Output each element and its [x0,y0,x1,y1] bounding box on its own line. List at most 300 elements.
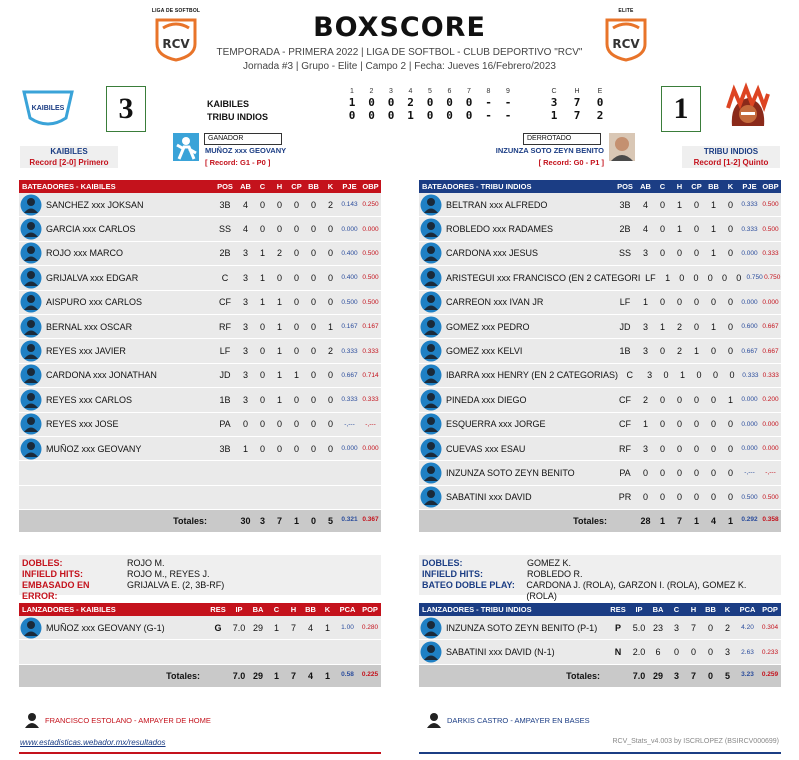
home-team-record: Record [1-2] Quinto [693,158,769,167]
home-notes [419,555,781,601]
stat-cell: 1 [710,224,716,235]
stat-cell: 1 [659,321,665,332]
inning-runs: 0 [446,109,453,122]
stat-cell: 0.000 [341,445,358,453]
stat-cell: 0.000 [741,298,758,306]
stat-cell: 0.000 [741,420,758,428]
stat-cell: 7 [690,622,696,633]
stat-cell: 0 [327,224,333,235]
stat-cell: 0 [659,467,665,478]
stat-cell: LF [219,346,231,357]
stat-cell: 0 [727,199,733,210]
stat-cell: 0 [293,297,299,308]
stat-cell: 0 [727,248,733,259]
stat-cell: 1 [693,346,699,357]
stat-cell: 0 [693,467,699,478]
stat-cell: 0 [659,199,665,210]
stat-cell: 0 [693,492,699,503]
stat-cell: 3 [647,370,653,381]
stat-cell: 1 [327,321,333,332]
column-header: IP [635,605,643,614]
stat-cell: 0 [693,224,699,235]
inning-runs: 0 [348,109,356,122]
stat-cell: 0.667 [762,347,779,355]
home-pitching-title: LANZADORES - TRIBU INDIOS [422,605,532,614]
stat-cell: 1 [276,370,282,381]
stat-cell: 0 [327,443,333,454]
batter-row [419,413,781,437]
stat-cell: 0 [259,443,265,454]
stat-cell: 0 [710,297,716,308]
batter-row [419,266,781,290]
stat-cell: 4.20 [741,624,754,632]
stat-cell: 0 [327,394,333,405]
note-row [22,580,378,602]
player-avatar-icon [420,316,442,338]
total-cell: 1 [727,516,733,527]
home-umpire [25,712,211,728]
total-cell: 7.0 [632,670,646,681]
column-header: H [690,605,697,614]
stat-cell: 0 [259,224,265,235]
stat-cell: LF [619,297,631,308]
player-avatar-icon [420,364,442,386]
stat-cell: 3 [642,443,648,454]
home-team-name: TRIBU INDIOS [703,147,759,156]
stat-cell: 0.000 [362,225,379,233]
stat-cell: 0 [710,467,716,478]
stat-cell: 0 [693,272,699,283]
stat-cell: 0.000 [762,420,779,428]
stat-cell: 0 [693,394,699,405]
total-cell: 1 [324,670,330,681]
player-name: REYES xxx CARLOS [46,394,133,405]
total-cell: 7 [676,516,682,527]
inning-header: 8 [486,88,491,95]
player-avatar-icon [420,413,442,435]
batter-row [19,217,381,241]
stat-cell: 2 [642,394,648,405]
player-name: INZUNZA SOTO ZEYN BENITO [446,467,575,478]
column-header: PJE [342,182,357,191]
pitcher-photo-icon [609,133,635,161]
stat-cell: 1 [293,370,299,381]
stat-cell: JD [219,370,231,381]
stat-cell: 1 [642,297,648,308]
stat-cell: 1 [259,248,265,259]
stat-cell: 0.000 [762,445,779,453]
stat-cell: 1 [710,248,716,259]
stat-cell: 3 [673,622,679,633]
linescore-home-name: TRIBU INDIOS [207,112,269,122]
stat-cell: 0.600 [741,323,758,331]
stat-cell: 0.280 [361,624,379,632]
stat-cell: 0 [676,248,682,259]
player-avatar-icon [420,438,442,460]
stat-cell: 0 [707,647,713,658]
page-title: BOXSCORE [313,12,486,43]
stat-cell: 3 [242,370,248,381]
total-cell: 0 [310,516,316,527]
column-header: OBP [762,182,779,191]
stat-cell: 3B [219,199,231,210]
version-text: RCV_Stats_v4.003 by ISCRLOPEZ (BSIRCV000699) [612,738,779,745]
stat-cell: P [614,622,621,633]
player-name: ROBLEDO xxx RADAMES [446,224,554,235]
footer-divider [419,752,781,754]
batter-row [419,291,781,315]
note-value: ROBLEDO R. [527,569,583,579]
column-header: K [727,182,734,191]
stat-cell: 0.333 [742,371,759,379]
inning-header: 4 [408,88,413,95]
total-cell: 0 [707,670,713,681]
totals-spacer [213,516,237,526]
inning-runs: 0 [368,109,375,122]
note-label: INFIELD HITS: [22,569,83,579]
column-header: H [676,182,683,191]
stat-cell: 0.333 [762,371,779,379]
league-logo-text: RCV [162,37,190,51]
home-batting-title: BATEADORES - TRIBU INDIOS [422,182,532,191]
stat-cell: 0.233 [761,648,779,656]
stat-cell: 0.333 [341,347,358,355]
player-name: CARDONA xxx JESUS [446,248,539,259]
total-cell: 3 [673,670,679,681]
stat-cell: 0.667 [762,323,779,331]
batter-row [19,315,381,339]
stat-cell: 3B [619,199,631,210]
inning-runs: - [504,96,512,109]
total-cell: 0.225 [361,670,379,678]
stat-cell: 3 [642,248,648,259]
stat-cell: 0 [259,346,265,357]
team-total: 7 [573,109,581,122]
column-header: POS [617,182,633,191]
stat-cell: 0 [679,272,685,283]
stat-cell: 0 [310,272,316,283]
inning-header: 5 [428,88,432,95]
pitcher-row [419,640,781,664]
stat-cell: 0 [293,224,299,235]
stat-cell: 1.00 [341,624,354,632]
stat-cell: 0 [327,297,333,308]
stat-cell: 3B [219,443,231,454]
player-avatar-icon [420,462,442,484]
stat-cell: 4 [642,199,648,210]
stat-cell: 0.167 [341,323,358,331]
stat-cell: 0 [293,443,299,454]
stat-cell: 0.333 [741,201,758,209]
batter-row [419,486,781,510]
inning-runs: 0 [387,109,395,122]
player-avatar-icon [20,291,42,313]
totals-label: Totales: [573,516,607,527]
tribu-indios-logo [722,88,774,132]
team-total: 1 [550,109,558,122]
stat-cell: 3 [242,321,248,332]
inning-header: 3 [389,88,393,95]
stat-cell: 0 [693,321,699,332]
player-avatar-icon [20,389,42,411]
stat-cell: 1 [273,622,279,633]
batter-row [19,266,381,290]
inning-runs: 0 [465,96,473,109]
total-cell: 5 [724,670,730,681]
column-header: PJE [742,182,757,191]
total-cell: 0.358 [762,516,779,524]
stat-cell: 0.500 [762,493,779,501]
total-cell: 3.23 [741,670,754,678]
stat-cell: N [614,647,622,658]
total-cell: 0.367 [362,516,379,524]
player-avatar-icon [20,340,42,362]
stat-cell: G [214,622,222,633]
winning-pitcher-record: [ Record: G1 - P0 ] [205,158,271,167]
total-cell: 3 [259,516,265,527]
column-header: POP [362,605,378,614]
stat-cell: 0.750 [746,274,763,282]
note-label: DOBLES: [422,558,463,568]
elite-logo-text: RCV [612,37,640,51]
pitcher-silhouette-icon [173,133,199,161]
stat-cell: 0 [659,346,665,357]
player-avatar-icon [20,218,42,240]
away-pitching-totals [19,665,381,687]
stat-cell: 1 [259,272,265,283]
player-avatar-icon [20,194,42,216]
stat-cell: 0.333 [362,396,379,404]
stat-cell: 2 [676,321,682,332]
winning-pitcher-name: MUÑOZ xxx GEOVANY [205,146,287,155]
stat-cell: 0.400 [341,274,358,282]
total-cell: 1 [293,516,299,527]
stat-cell: 0 [693,199,699,210]
batter-row [19,193,381,217]
stat-cell: 3 [242,346,248,357]
stat-cell: 2 [327,346,333,357]
column-header: H [276,182,283,191]
stat-cell: 0 [310,370,316,381]
results-link[interactable]: www.estadisticas.webador.mx/resultados [20,738,166,747]
column-header: K [724,605,731,614]
season-info: TEMPORADA - PRIMERA 2022 | LIGA DE SOFTBOL - CLUB DEPORTIVO "RCV" [216,47,583,58]
total-cell: 30 [240,516,251,527]
league-logo-caption: LIGA DE SOFTBOL [151,8,201,14]
stat-cell: 0 [659,443,665,454]
player-avatar-icon [20,413,42,435]
total-cell: 0.292 [741,516,758,524]
stat-cell: 0.500 [362,249,379,257]
inning-runs: - [485,96,492,109]
stat-cell: 0 [259,419,265,430]
away-batting-header [19,180,381,193]
stat-cell: 0 [707,272,713,283]
player-name: MUÑOZ xxx GEOVANY [46,443,142,454]
stat-cell: 0 [727,419,733,430]
stat-cell: 0 [727,467,733,478]
away-team-name: KAIBILES [50,147,88,156]
stat-cell: 1 [710,199,716,210]
player-name: CUEVAS xxx ESAU [446,443,526,454]
stat-cell: 1 [276,346,282,357]
stat-cell: 1 [676,224,682,235]
losing-pitcher-name: INZUNZA SOTO ZEYN BENITO [495,146,604,155]
stat-cell: 1 [242,443,248,454]
stat-cell: 0.667 [341,371,358,379]
stat-cell: 0 [327,370,333,381]
stat-cell: 0.000 [362,445,379,453]
stat-cell: 0.500 [762,201,779,209]
stat-cell: 1 [665,272,671,283]
stat-cell: 0 [693,443,699,454]
stat-cell: 0 [327,248,333,259]
totals-spacer [606,671,630,681]
batter-row [19,413,381,437]
stat-cell: 0 [676,467,682,478]
home-batting-totals [419,510,781,532]
player-avatar-icon [20,316,42,338]
stat-cell: 0 [663,370,669,381]
batter-row [419,437,781,461]
stat-cell: PA [619,467,631,478]
note-label: INFIELD HITS: [422,569,483,579]
total-cell: 7 [290,670,296,681]
kaibiles-logo [22,88,74,132]
home-batting-header [419,180,781,193]
note-value: CARDONA J. (ROLA), GARZON I. (ROLA), GOMEZ K. (ROLA) [526,580,747,601]
away-batting-rows [19,193,381,510]
total-cell: 29 [652,670,663,681]
total-cell: 4 [307,670,313,681]
stat-cell: 0 [293,248,299,259]
column-header: OBP [362,182,379,191]
note-row [22,558,378,569]
stat-cell: 0 [310,394,316,405]
stat-cell: 0.333 [341,396,358,404]
home-batting-table [419,180,781,532]
inning-header: 7 [467,88,471,95]
column-header: C [659,182,666,191]
column-header: RES [210,605,226,614]
stat-cell: 0 [276,224,282,235]
stat-cell: CF [619,419,631,430]
note-value: GRIJALVA E. (2, 3B-RF) [127,580,225,590]
stat-cell: SS [618,248,631,259]
stat-cell: CF [219,297,231,308]
stat-cell: 0 [659,394,665,405]
home-score: 1 [661,86,701,132]
team-total: 7 [573,96,581,109]
stat-cell: SS [218,224,231,235]
stat-cell: 0 [710,492,716,503]
column-header: AB [240,182,251,191]
stat-cell: 0 [676,297,682,308]
player-avatar-icon [420,242,442,264]
stat-cell: 0 [642,492,648,503]
linescore-away-name: KAIBILES [207,99,250,109]
stat-cell: 3 [642,321,648,332]
total-cell: 1 [273,670,279,681]
stat-cell: 0 [710,346,716,357]
player-name: IBARRA xxx HENRY (EN 2 CATEGORIAS) [446,370,619,381]
stat-cell: 0.714 [362,371,379,379]
stat-cell: 0 [659,224,665,235]
stat-cell: 0.500 [362,298,379,306]
away-pitching-header [19,603,381,616]
stat-cell: 0 [676,492,682,503]
stat-cell: 3 [724,647,730,658]
total-cell: 28 [640,516,651,527]
stat-cell: 23 [652,622,663,633]
stat-cell: 0 [310,248,316,259]
footer-divider [19,752,381,754]
player-name: CARREON xxx IVAN JR [446,297,544,308]
total-cell: 1 [693,516,699,527]
stat-cell: 0 [710,419,716,430]
total-cell: 29 [252,670,263,681]
stat-cell: 3 [242,272,248,283]
away-batting-table [19,180,381,532]
stat-cell: 0 [693,419,699,430]
column-header: BA [252,605,264,614]
stat-cell: 0 [310,321,316,332]
stat-cell: 0.400 [341,249,358,257]
kaibiles-logo-text: KAIBILES [31,105,65,112]
stat-cell: 0 [659,419,665,430]
base-umpire-name: DARKIS CASTRO - AMPAYER EN BASES [447,715,590,725]
stat-cell: 0.304 [761,624,779,632]
total-cell: 0.259 [761,670,779,678]
stat-cell: 0 [293,394,299,405]
pitcher-row [419,616,781,640]
player-name: ESQUERRA xxx JORGE [446,419,546,430]
player-name: SANCHEZ xxx JOKSAN [46,199,144,210]
stat-cell: 1 [276,394,282,405]
player-avatar-icon [20,364,42,386]
totals-header: E [597,88,603,95]
stat-cell: -,--- [344,420,355,428]
home-pitching-columns [606,605,781,614]
stat-cell: 0 [259,199,265,210]
stat-cell: 2B [219,248,231,259]
totals-header: H [574,88,580,95]
total-cell: 7.0 [232,670,246,681]
batter-row [419,242,781,266]
stat-cell: 3 [242,297,248,308]
stat-cell: 0 [310,419,316,430]
player-name: REYES xxx JAVIER [46,346,126,357]
stat-cell: 0 [690,647,696,658]
stat-cell: 3 [242,248,248,259]
team-total: 2 [596,109,604,122]
team-total: 0 [596,96,604,109]
totals-label: Totales: [566,670,600,681]
inning-runs: 0 [426,96,434,109]
stat-cell: 1 [642,419,648,430]
player-name: CARDONA xxx JONATHAN [46,370,157,381]
player-avatar-icon [20,617,42,639]
stat-cell: 5.0 [632,622,646,633]
column-header: IP [235,605,243,614]
stat-cell: 0 [710,443,716,454]
stat-cell: 0 [276,272,282,283]
inning-runs: 0 [368,96,375,109]
stat-cell: 4 [307,622,313,633]
note-value: ROJO M. [127,558,165,568]
home-pitching-table [419,603,781,687]
totals-label: Totales: [166,670,200,681]
